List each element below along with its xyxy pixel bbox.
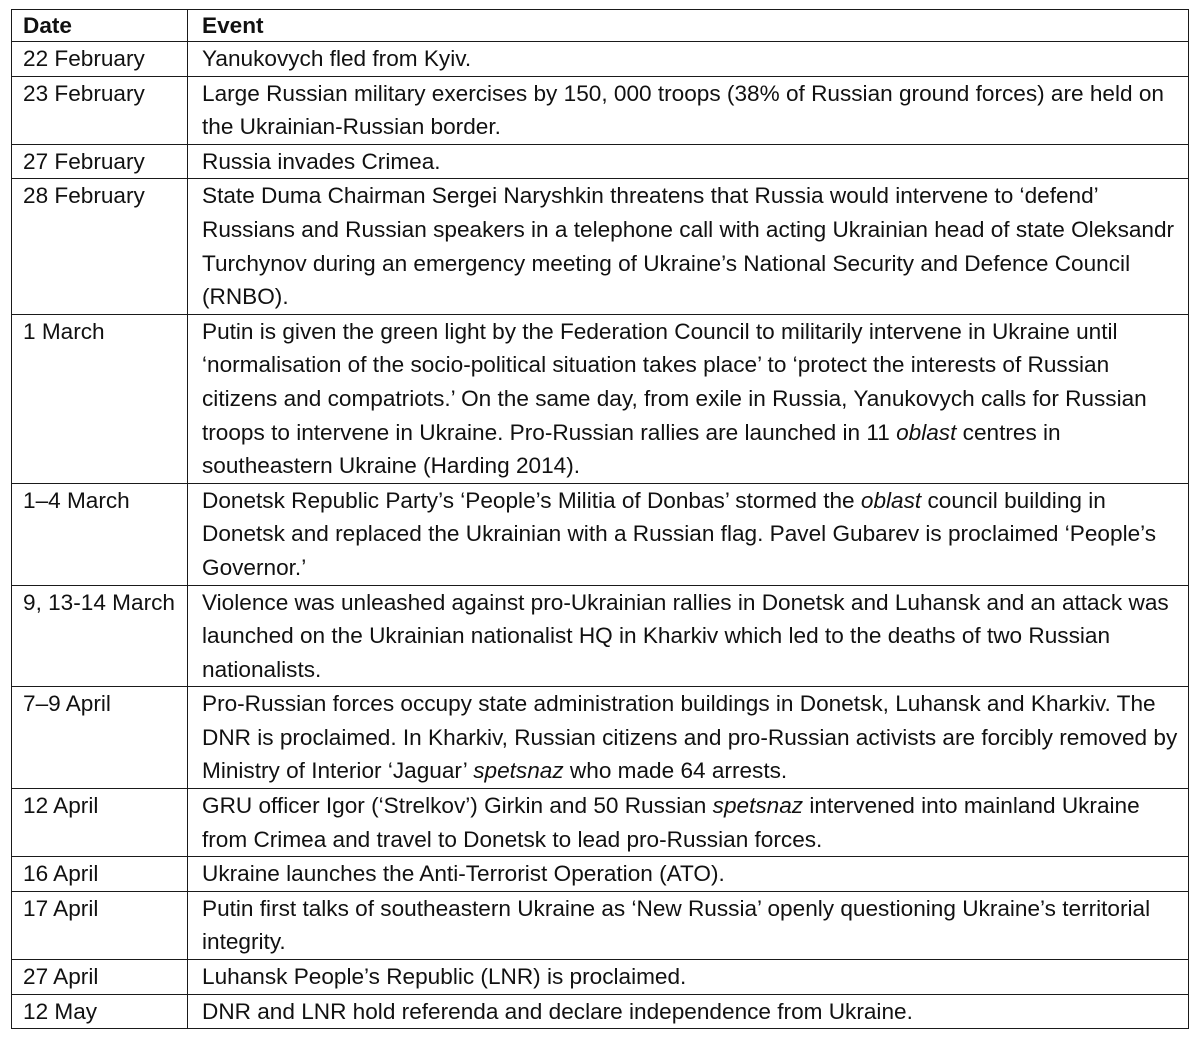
- event-text-italic: oblast: [896, 419, 957, 445]
- event-description-cell: [188, 179, 1189, 314]
- event-date-cell: 7–9 April: [12, 687, 188, 789]
- table-row: [12, 144, 1189, 179]
- table-row: [12, 891, 1189, 959]
- event-date-cell: 1–4 March: [12, 483, 188, 585]
- table-row: [12, 585, 1189, 687]
- table-row: [12, 994, 1189, 1029]
- event-description-cell: [188, 789, 1189, 857]
- event-text: Ukraine launches the Anti-Terrorist Operation (ATO).: [202, 861, 725, 887]
- event-text: who made 64 arrests.: [563, 758, 788, 784]
- event-date-cell: 17 April: [12, 891, 188, 959]
- event-text: State Duma Chairman Sergei Naryshkin threatens that Russia would intervene to ‘defend’ Russians and Russian speakers in a telephone call with acting Ukrainian head of state Oleksandr Turchynov during an emergency meeting of Ukraine’s National Security and Defence Council (RNBO).: [202, 183, 1175, 310]
- table-row: [12, 314, 1189, 483]
- event-text-italic: spetsnaz: [712, 793, 804, 819]
- event-description-cell: [188, 42, 1189, 77]
- event-text: DNR and LNR hold referenda and declare independence from Ukraine.: [202, 998, 913, 1024]
- event-date-cell: 12 April: [12, 789, 188, 857]
- event-date-cell: 1 March: [12, 314, 188, 483]
- table-row: [12, 76, 1189, 144]
- events-timeline-table: [11, 9, 1189, 1029]
- event-text: Violence was unleashed against pro-Ukrainian rallies in Donetsk and Luhansk and an attack was launched on the Ukrainian nationalist HQ in Kharkiv which led to the deaths of two Russian nationalists.: [202, 589, 1169, 682]
- event-description-cell: [188, 314, 1189, 483]
- table-header: [12, 10, 1189, 42]
- event-description-cell: [188, 891, 1189, 959]
- header-row: [12, 10, 1189, 42]
- event-text: Donetsk Republic Party’s ‘People’s Militia of Donbas’ stormed the: [202, 487, 861, 513]
- event-description-cell: [188, 960, 1189, 995]
- event-description-cell: [188, 857, 1189, 892]
- table-row: [12, 483, 1189, 585]
- event-text: Pro-Russian forces occupy state administration buildings in Donetsk, Luhansk and Kharkiv. The DNR is proclaimed. In Kharkiv, Russian citizens and pro-Russian activists are forcibly removed by Ministry of Interior ‘Jaguar’: [202, 691, 1178, 784]
- event-date-cell: 23 February: [12, 76, 188, 144]
- event-date-cell: 12 May: [12, 994, 188, 1029]
- event-text: council building in Donetsk and replaced the Ukrainian with a Russian flag. Pavel Gubarev is proclaimed ‘People’s Governor.’: [202, 487, 1157, 580]
- event-date-cell: 27 April: [12, 960, 188, 995]
- table-row: [12, 687, 1189, 789]
- date-column-header: Date: [12, 10, 188, 42]
- table-row: [12, 179, 1189, 314]
- table-row: [12, 42, 1189, 77]
- event-text: Yanukovych fled from Kyiv.: [202, 46, 472, 71]
- event-text: GRU officer Igor (‘Strelkov’) Girkin and 50 Russian: [202, 793, 713, 819]
- event-text: Putin first talks of southeastern Ukraine as ‘New Russia’ openly questioning Ukraine’s territorial integrity.: [202, 895, 1151, 955]
- table-row: [12, 789, 1189, 857]
- event-text: Large Russian military exercises by 150, 000 troops (38% of Russian ground forces) are held on the Ukrainian-Russian border.: [202, 80, 1164, 140]
- event-text: Putin is given the green light by the Federation Council to militarily intervene in Ukraine until ‘normalisation of the socio-political situation takes place’ to ‘protect the interests of Russian citizens and compatriots.’ On the same day, from exile in Russia, Yanukovych calls for Russian troops to intervene in Ukraine. Pro-Russian rallies are launched in 11: [202, 318, 1147, 445]
- event-description-cell: [188, 585, 1189, 687]
- event-text-italic: oblast: [860, 487, 922, 513]
- event-date-cell: 22 February: [12, 42, 188, 77]
- event-description-cell: [188, 994, 1189, 1029]
- event-date-cell: 9, 13-14 March: [12, 585, 188, 687]
- event-text: Luhansk People’s Republic (LNR) is proclaimed.: [202, 964, 687, 990]
- event-date-cell: 27 February: [12, 144, 188, 179]
- event-description-cell: [188, 483, 1189, 585]
- event-date-cell: 28 February: [12, 179, 188, 314]
- event-column-header: Event: [188, 10, 1189, 42]
- event-text: Russia invades Crimea.: [202, 148, 441, 174]
- table-row: [12, 857, 1189, 892]
- table-row: [12, 960, 1189, 995]
- event-text: intervened into mainland Ukraine from Crimea and travel to Donetsk to lead pro-Russian forces.: [202, 793, 1140, 852]
- table-body: [12, 42, 1189, 1029]
- event-description-cell: [188, 76, 1189, 144]
- event-description-cell: [188, 144, 1189, 179]
- event-description-cell: [188, 687, 1189, 789]
- event-text: centres in southeastern Ukraine (Harding 2014).: [202, 419, 1061, 479]
- event-date-cell: 16 April: [12, 857, 188, 892]
- event-text-italic: spetsnaz: [473, 758, 564, 784]
